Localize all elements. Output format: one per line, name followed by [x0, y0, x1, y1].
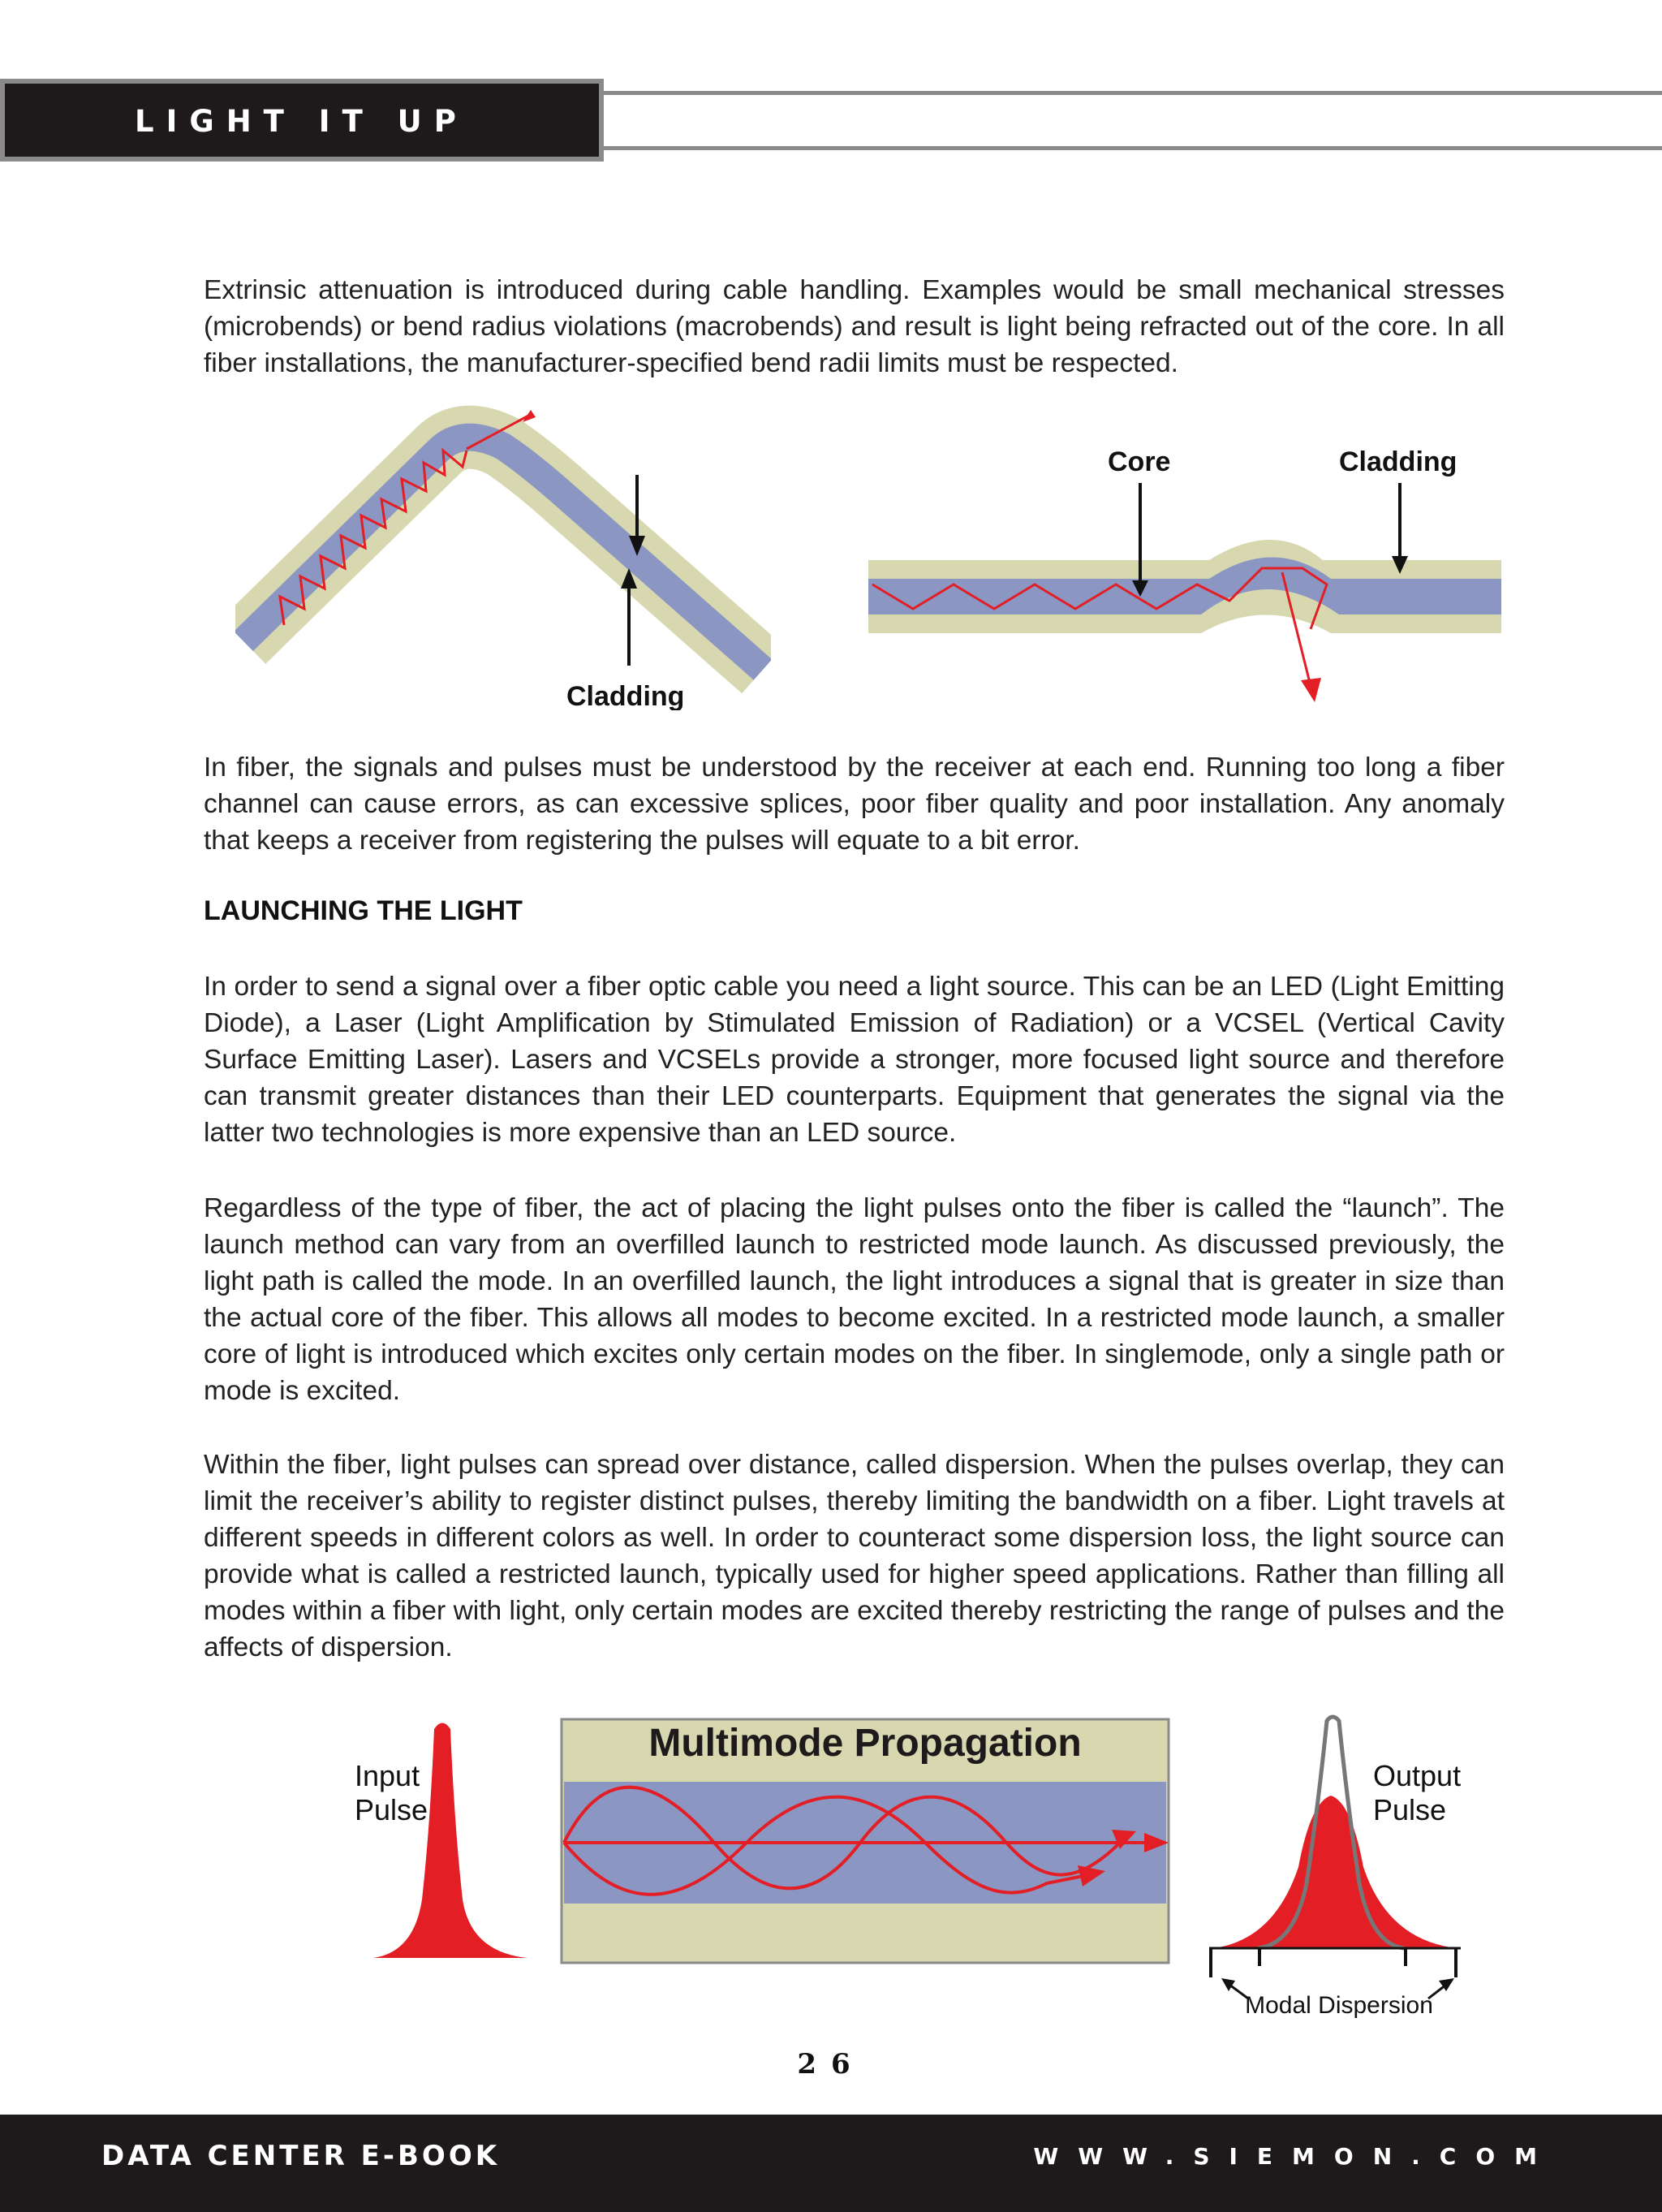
paragraph-light-source: In order to send a signal over a fiber optic cable you need a light source. This can be an LED (Light Emitting Diode), a Laser (Light Amplification by Stimulated Emission of Radiation) or a VCSEL (Vertical Cavity Surface Emitting Laser). Lasers and VCSELs provide a stronger, more focused light source and therefore can transmit greater distances than their LED counterparts. Equipment that generates the signal via the latter two technologies is more expensive than an LED source.	[204, 972, 1505, 1148]
input-pulse	[373, 1723, 527, 1959]
paragraph-dispersion: Within the fiber, light pulses can spread over distance, called dispersion. When the pulses overlap, they can limit the receiver’s ability to register distinct pulses, thereby limiting the bandwidth on a fiber. Light travels at different speeds in different colors as well. In order to counteract some dispersion loss, the light source can provide what is called a restricted launch, typically used for higher speed applications. Rather than filling all modes within a fiber with light, only certain modes are excited thereby restricting the range of pulses and the affects of dispersion.	[204, 1450, 1505, 1662]
header-rule-top	[604, 91, 1662, 95]
microbend-escape-arrowhead	[1301, 678, 1321, 702]
footer-publication-title: DATA CENTER E-BOOK	[101, 2140, 501, 2172]
footer-website-link[interactable]: WWW.SIEMON.COM	[1033, 2143, 1557, 2170]
header-rule-bottom	[604, 146, 1662, 150]
paragraph-launch: Regardless of the type of fiber, the act of placing the light pulses onto the fiber is called the “launch”. The launch method can vary from an overfilled launch to restricted mode launch. As discussed previously, the light path is called the mode. In an overfilled launch, the light introduces a signal that is greater in size than the actual core of the fiber. This allows all modes to become excited. In a restricted mode launch, a smaller core of light is introduced which excites only certain modes on the fiber. In singlemode, only a single path or mode is excited.	[204, 1193, 1505, 1406]
microbend-diagram	[860, 434, 1509, 718]
microbend-cladding-label: Cladding	[1339, 446, 1457, 477]
macrobend-diagram	[235, 402, 771, 710]
macrobend-cladding-label: Cladding	[566, 681, 685, 710]
multimode-propagation-diagram	[341, 1705, 1477, 2029]
macrobend-escape-arrowhead	[523, 410, 536, 422]
microbend-core-label: Core	[1108, 446, 1171, 477]
output-pulse-label-line1: Output	[1373, 1759, 1462, 1792]
output-pulse-label-line2: Pulse	[1373, 1793, 1447, 1826]
paragraph-extrinsic-attenuation: Extrinsic attenuation is introduced during cable handling. Examples would be small mechanical stresses (microbends) or bend radius violations (macrobends) and result is light being refracted out of the core. In all fiber installations, the manufacturer-specified bend radii limits must be respected.	[204, 275, 1505, 378]
input-pulse-label-line2: Pulse	[355, 1793, 428, 1826]
input-pulse-label-line1: Input	[355, 1759, 420, 1792]
paragraph-signal-errors: In fiber, the signals and pulses must be understood by the receiver at each end. Running too long a fiber channel can cause errors, as can excessive splices, poor fiber quality and poor installation. Any anomaly that keeps a receiver from registering the pulses will equate to a bit error.	[204, 752, 1505, 856]
page-number: 26	[797, 2048, 865, 2080]
section-heading: LAUNCHING THE LIGHT	[204, 895, 523, 926]
modal-dispersion-label: Modal Dispersion	[1245, 1992, 1433, 2019]
multimode-title: Multimode Propagation	[648, 1722, 1082, 1765]
section-title: LIGHT IT UP	[135, 104, 468, 139]
